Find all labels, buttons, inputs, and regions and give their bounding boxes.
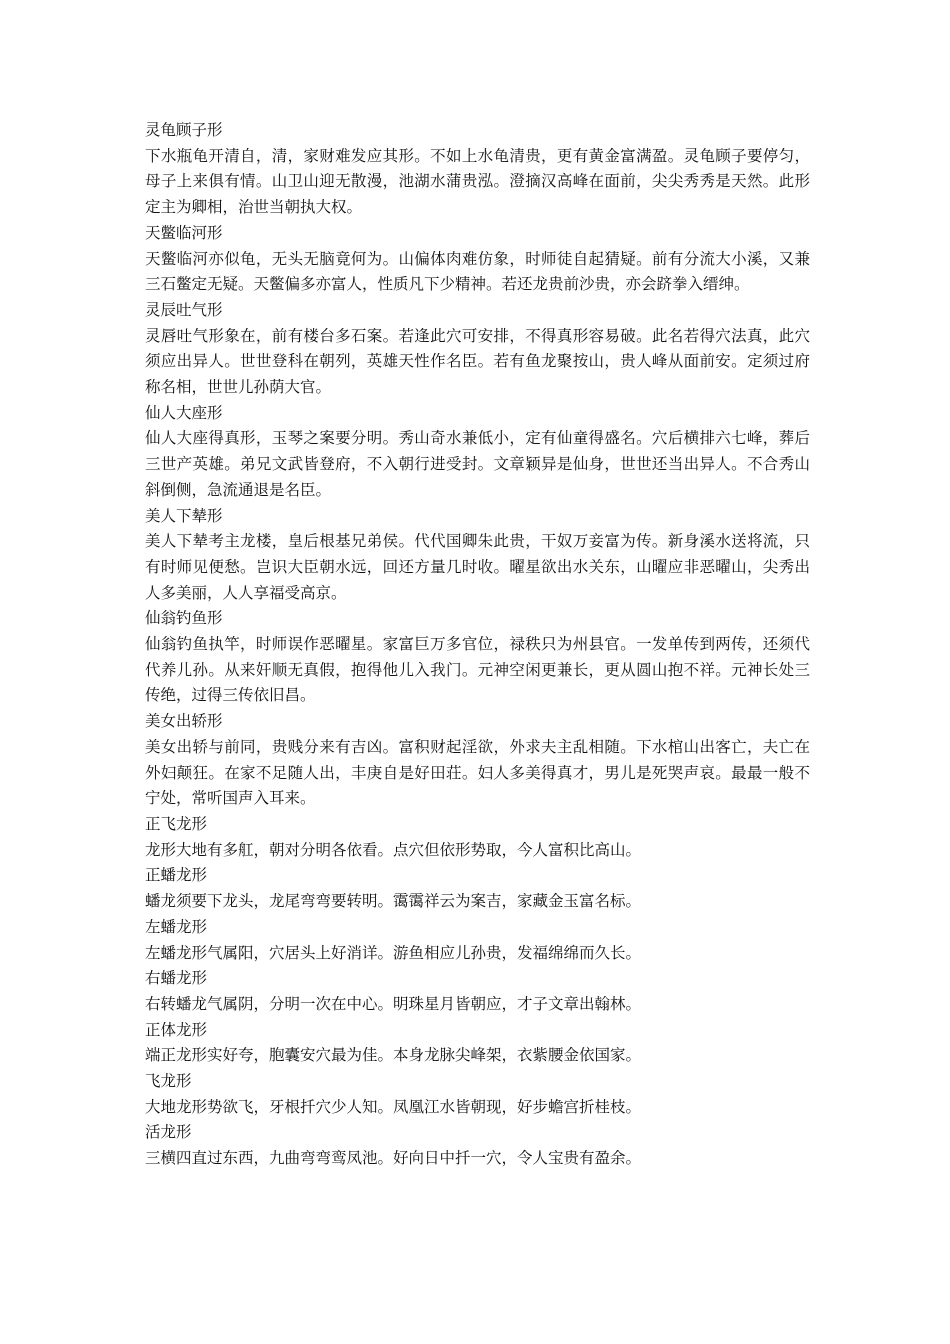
section-body: 美女出轿与前同，贵贱分来有吉凶。富积财起淫欲，外求夫主乱相随。下水棺山出客亡，夫亡在外妇颠狂。在家不足随人出，丰庚自是好田荘。妇人多美得真才，男儿是死哭声哀。最最一般不宁处，常听国声入耳来。 — [145, 737, 810, 808]
section-immortal-seat — [145, 401, 810, 504]
section-body: 下水瓶龟开清自，清，家财难发应其形。不如上水龟清贵，更有黄金富满盈。灵龟顾子要停匀，母子上来俱有情。山卫山迎无散漫，池湖水蒲贵泓。澄摘汉高峰在面前，尖尖秀秀是天然。此形定主为卿相，治世当朝执大权。 — [145, 146, 810, 217]
section-upright-dragon — [145, 1018, 810, 1069]
section-body: 灵唇吐气形象在，前有楼台多石案。若逢此穴可安排，不得真形容易破。此名若得穴法真，此穴须应出异人。世世登科在朝列，英雄天性作名臣。若有鱼龙聚按山，贵人峰从面前安。定须过府称名相，世世儿孙荫大官。 — [145, 326, 810, 397]
section-title: 左蟠龙形 — [145, 917, 208, 936]
section-breath — [145, 298, 810, 401]
section-title: 仙人大座形 — [145, 403, 223, 422]
section-living-dragon — [145, 1120, 810, 1171]
section-title: 正体龙形 — [145, 1020, 208, 1039]
section-body: 三横四直过东西，九曲弯弯鸾凤池。好向日中扦一穴，令人宝贵有盈余。 — [145, 1149, 642, 1168]
section-fishing — [145, 606, 810, 709]
section-beauty-carriage — [145, 504, 810, 607]
section-title: 仙翁钓鱼形 — [145, 609, 223, 628]
section-body: 端正龙形实好夸，胞囊安穴最为佳。本身龙脉尖峰架，衣紫腰金依国家。 — [145, 1046, 642, 1065]
section-body: 大地龙形势欲飞，牙根扦穴少人知。凤凰江水皆朝现，好步蟾宫折桂枝。 — [145, 1097, 642, 1116]
section-body: 蟠龙须要下龙头，龙尾弯弯要转明。霭霭祥云为案吉，家藏金玉富名标。 — [145, 892, 642, 911]
section-body: 美人下辇考主龙楼，皇后根基兄弟侯。代代国卿朱此贵，干奴万妾富为传。新身溪水送将流，只有时师见便愁。岂识大臣朝水远，回还方量几时收。曜星欲出水关东，山曜应非恶曜山，尖秀出人多美丽，人人享福受高京。 — [145, 532, 810, 602]
section-title: 右蟠龙形 — [145, 969, 208, 988]
section-body: 天鳖临河亦似龟，无头无脑竟何为。山偏体肉难仿象，时师徒自起猜疑。前有分流大小溪，又兼三石鳖定无疑。天鳖偏多亦富人，性质凡下少精神。若还龙贵前沙贵，亦会跻拳入缙绅。 — [145, 249, 810, 294]
section-coiled-dragon — [145, 863, 810, 914]
section-title: 活龙形 — [145, 1123, 192, 1142]
section-soaring-dragon — [145, 1069, 810, 1120]
section-body: 左蟠龙形气属阳，穴居头上好消详。游鱼相应儿孙贵，发福绵绵而久长。 — [145, 943, 642, 962]
section-turtle — [145, 118, 810, 221]
section-body: 右转蟠龙气属阴，分明一次在中心。明珠星月皆朝应，才子文章出翰林。 — [145, 994, 642, 1013]
section-title: 天鳖临河形 — [145, 223, 223, 242]
document-page — [145, 118, 810, 1172]
section-body: 仙翁钓鱼执竿，时师误作恶曜星。家富巨万多官位，禄秩只为州县官。一发单传到两传，还须代代养儿孙。从来奸顺无真假，抱得他儿入我门。元神空闲更兼长，更从圆山抱不祥。元神长处三传绝，过得三传依旧昌。 — [145, 635, 810, 705]
section-title: 美女出轿形 — [145, 712, 223, 731]
section-left-coiled-dragon — [145, 915, 810, 966]
section-title: 灵辰吐气形 — [145, 300, 223, 319]
section-body: 仙人大座得真形，玉琴之案要分明。秀山奇水兼低小，定有仙童得盛名。穴后横排六七峰，葬后三世产英雄。弟兄文武皆登府，不入朝行进受封。文章颖异是仙身，世世还当出异人。不合秀山斜倒侧，急流通退是名臣。 — [145, 429, 810, 499]
section-title: 正蟠龙形 — [145, 866, 208, 885]
section-turtle-river — [145, 221, 810, 298]
section-flying-dragon — [145, 812, 810, 863]
section-title: 美人下辇形 — [145, 506, 223, 525]
section-title: 灵龟顾子形 — [145, 121, 223, 139]
section-body: 龙形大地有多舡，朝对分明各依看。点穴但依形势取，今人富积比高山。 — [145, 840, 642, 859]
section-beauty-sedan — [145, 709, 810, 812]
section-right-coiled-dragon — [145, 966, 810, 1017]
section-title: 正飞龙形 — [145, 814, 208, 833]
section-title: 飞龙形 — [145, 1072, 192, 1091]
